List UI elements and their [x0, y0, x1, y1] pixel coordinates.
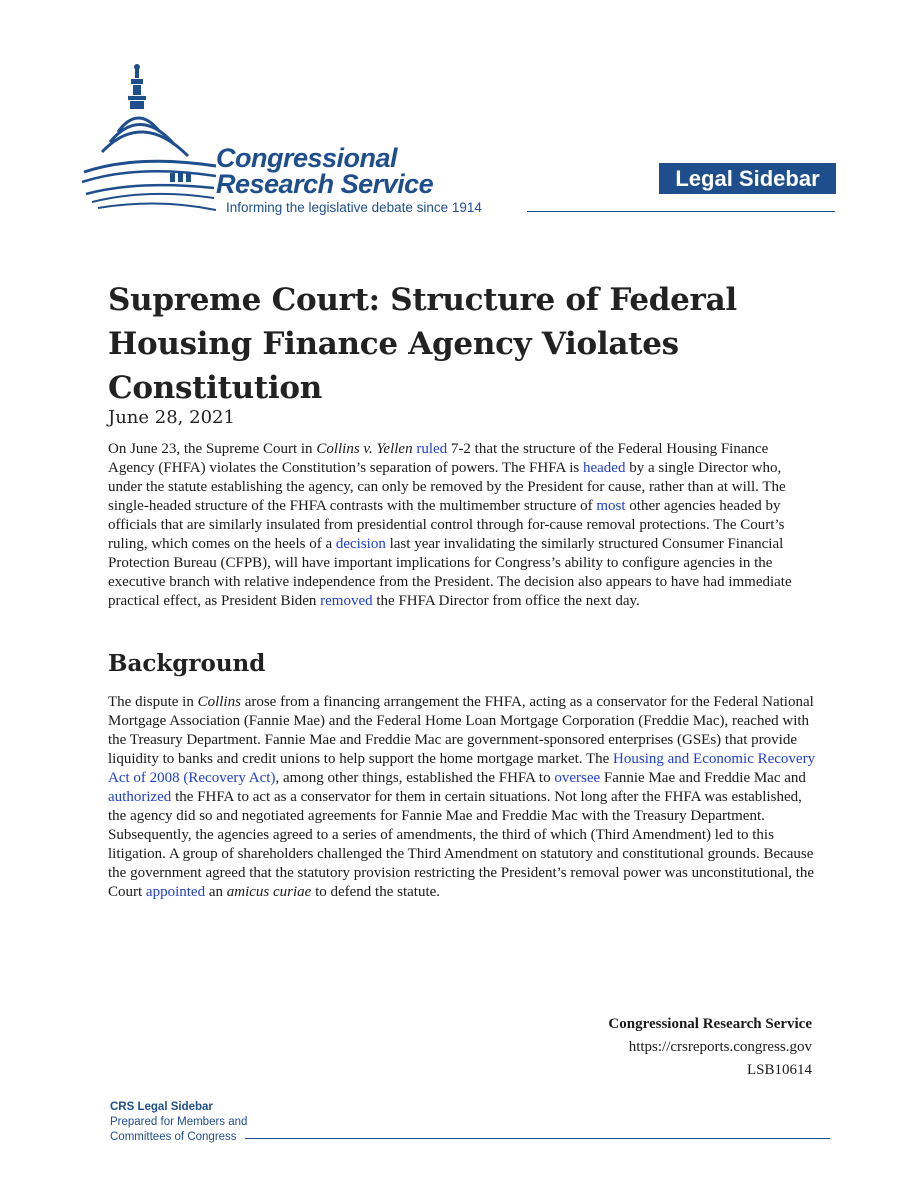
italic-text: Collins	[197, 694, 241, 710]
capitol-dome-logo-icon	[78, 62, 218, 217]
footer-divider	[245, 1138, 830, 1139]
footer-report-code: LSB10614	[746, 1062, 812, 1078]
paragraph-text: On June 23, the Supreme Court in	[108, 441, 317, 457]
italic-text: Collins v. Yellen	[316, 441, 413, 457]
header-divider	[527, 211, 835, 212]
paragraph-text: 7-2 that the structure of the Federal Housing Finance Agency (FHFA) violates the Constitution’s separation of powers. The FHFA is	[108, 441, 769, 476]
inline-link[interactable]: most	[596, 498, 626, 514]
paragraph-text: other agencies headed by officials that are similarly insulated from presidential control through for-cause removal protections. The Court’s ruling, which comes on the heels of a	[108, 498, 785, 552]
footer-series-line1: Prepared for Members and	[110, 1116, 248, 1128]
inline-link[interactable]: appointed	[145, 884, 206, 900]
inline-link[interactable]: headed	[582, 460, 626, 476]
paragraph-text: to defend the statute.	[311, 884, 441, 900]
inline-link[interactable]: decision	[335, 536, 386, 552]
paragraph-text: Fannie Mae and Freddie Mac and	[600, 770, 806, 786]
paragraph-text: , among other things, established the FHFA to	[275, 770, 555, 786]
paragraph-text: arose from a financing arrangement the FHFA, acting as a conservator for the Federal National Mortgage Association (Fannie Mae) and the Federal Home Loan Mortgage Corporation (Freddie Mac), reached with the Treasury Department. Fannie Mae and Freddie Mac are government-sponsored enterprises (GSEs) that provide liquidity to banks and credit unions to help support the home mortgage market. The	[108, 694, 814, 767]
page-title: Supreme Court: Structure of Federal Housing Finance Agency Violates Constitution	[108, 282, 737, 406]
footer-series-title: CRS Legal Sidebar	[110, 1101, 213, 1113]
paragraph-text: the FHFA Director from office the next day.	[372, 593, 640, 609]
inline-link[interactable]: ruled	[416, 441, 448, 457]
footer-org-name: Congressional Research Service	[608, 1016, 812, 1032]
paragraph-text: an	[205, 884, 227, 900]
inline-link[interactable]: Housing and Economic Recovery Act of 2008 (Recovery Act)	[108, 751, 816, 786]
header	[0, 0, 920, 230]
intro-paragraph	[108, 440, 816, 611]
legal-sidebar-badge: Legal Sidebar	[659, 163, 836, 194]
inline-link[interactable]: oversee	[554, 770, 601, 786]
background-heading: Background	[108, 650, 266, 677]
paragraph-text: by a single Director who, under the statute establishing the agency, can only be removed by the President for cause, rather than at will. The single-headed structure of the FHFA contrasts with the multimember structure of	[108, 460, 786, 514]
footer-citation	[500, 1013, 812, 1082]
logo-wordmark-line1: Congressional	[216, 143, 398, 173]
publication-date: June 28, 2021	[108, 407, 235, 428]
logo-wordmark-line2: Research Service	[216, 169, 434, 199]
logo-tagline: Informing the legislative debate since 1914	[226, 200, 482, 215]
paragraph-text: The dispute in	[108, 694, 198, 710]
footer-series-line2: Committees of Congress	[110, 1131, 237, 1143]
paragraph-text: last year invalidating the similarly structured Consumer Financial Protection Bureau (CFPB), will have important implications for Congress’s ability to configure agencies in the executive branch with relative independence from the President. The decision also appears to have had immediate practical effect, as President Biden	[108, 536, 792, 609]
background-paragraph	[108, 693, 816, 902]
inline-link[interactable]: removed	[320, 593, 373, 609]
italic-text: amicus curiae	[226, 884, 312, 900]
paragraph-text: the FHFA to act as a conservator for them in certain situations. Not long after the FHFA was established, the agency did so and negotiated agreements for Fannie Mae and Freddie Mac with the Treasury Department. Subsequently, the agencies agreed to a series of amendments, the third of which (Third Amendment) led to this litigation. A group of shareholders challenged the Third Amendment on statutory and constitutional grounds. Because the government agreed that the statutory provision restricting the President’s removal power was unconstitutional, the Court	[108, 789, 815, 900]
inline-link[interactable]: authorized	[108, 789, 172, 805]
footer-series-label	[110, 1100, 247, 1145]
footer-url-link[interactable]: https://crsreports.congress.gov	[628, 1039, 812, 1055]
